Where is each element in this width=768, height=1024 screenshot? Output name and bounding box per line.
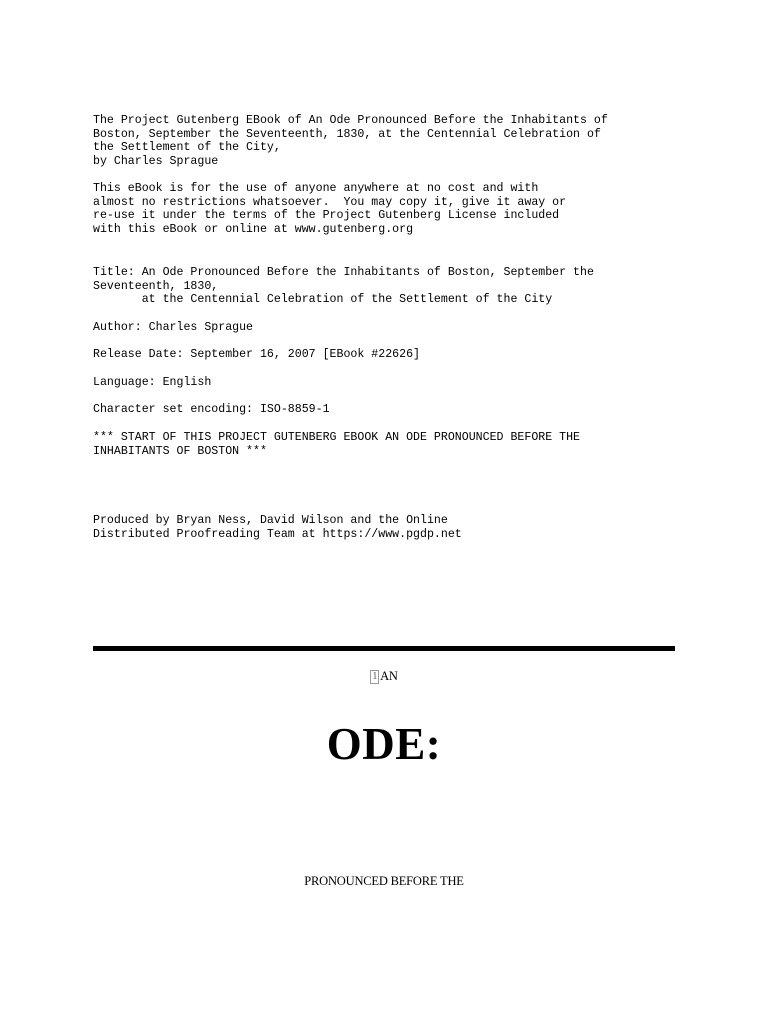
an-text: AN [380,669,398,683]
license-notice: This eBook is for the use of anyone anywhere at no cost and with almost no restrictions whatsoever. You may copy it, give it away or re-use it under the terms of the Project Gutenberg License included with this eBook or online at www.gutenberg.org [93,182,567,237]
book-title: ODE: [326,719,442,769]
book-subtitle: PRONOUNCED BEFORE THE [304,874,464,888]
metadata-title: Title: An Ode Pronounced Before the Inhabitants of Boston, September the Seventeenth, 1830, at the Centennial Celebration of the Settlement of the City [93,266,594,307]
metadata-charset: Character set encoding: ISO-8859-1 [93,403,330,416]
section-divider [93,646,675,651]
metadata-author: Author: Charles Sprague [93,321,254,334]
book-an-line [0,668,768,684]
ebook-header: The Project Gutenberg EBook of An Ode Pronounced Before the Inhabitants of Boston, September the Seventeenth, 1830, at the Centennial Celebration of the Settlement of the City, by Charles Sprague [93,114,608,169]
start-marker: *** START OF THIS PROJECT GUTENBERG EBOOK AN ODE PRONOUNCED BEFORE THE INHABITANTS OF BOSTON *** [93,431,581,458]
metadata-release-date: Release Date: September 16, 2007 [EBook #22626] [93,348,420,361]
metadata-language: Language: English [93,376,212,389]
production-credits: Produced by Bryan Ness, David Wilson and the Online Distributed Proofreading Team at https://www.pgdp.net [93,514,462,541]
page-number-marker[interactable]: 1 [372,671,378,682]
